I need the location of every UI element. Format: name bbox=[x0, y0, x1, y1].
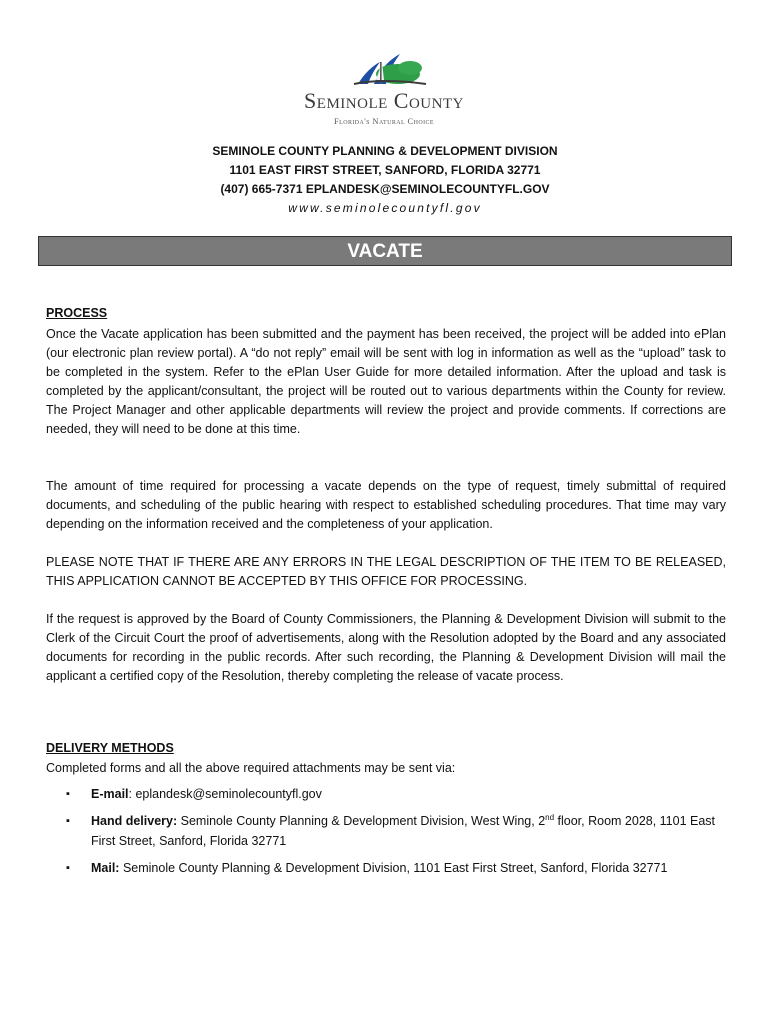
hand-delivery-value: Seminole County Planning & Development Division, West Wing, 2 bbox=[177, 814, 546, 828]
process-paragraph-2: The amount of time required for processing a vacate depends on the type of request, timely submittal of required documents, and scheduling of the public hearing with respect to established scheduling procedures. That time may vary depending on the information received and the completeness of your application. bbox=[46, 479, 726, 531]
process-paragraph-4: If the request is approved by the Board of County Commissioners, the Planning & Development Division will submit to the Clerk of the Circuit Court the proof of advertisements, along with the Resolution adopted by the Board and any associated documents for recording in the public records. After such recording, the Planning & Development Division will mail the applicant a certified copy of the Resolution, thereby completing the release of vacate process. bbox=[46, 612, 726, 683]
process-paragraph-3: PLEASE NOTE THAT IF THERE ARE ANY ERRORS IN THE LEGAL DESCRIPTION OF THE ITEM TO BE RELEASED, THIS APPLICATION CANNOT BE ACCEPTED BY THIS OFFICE FOR PROCESSING. bbox=[46, 555, 726, 588]
division-name: SEMINOLE COUNTY PLANNING & DEVELOPMENT DIVISION bbox=[212, 144, 558, 158]
process-heading: PROCESS bbox=[46, 306, 108, 320]
email-label: E-mail bbox=[91, 787, 129, 801]
seminole-county-logo bbox=[284, 50, 484, 132]
hand-delivery-value-cont: floor, Room 2028, 1101 East First Street, Sanford, Florida 32771 bbox=[91, 814, 716, 848]
delivery-mail-item bbox=[91, 858, 727, 878]
ordinal-suffix: nd bbox=[545, 812, 555, 822]
division-contact[interactable]: (407) 665-7371 EPLANDESK@SEMINOLECOUNTYFL.GOV bbox=[220, 182, 550, 196]
delivery-heading: DELIVERY METHODS bbox=[46, 741, 174, 755]
bullet-icon: ▪ bbox=[66, 862, 70, 874]
logo-tagline: Florida's Natural Choice bbox=[334, 116, 434, 126]
website-link[interactable]: www.seminolecountyfl.gov bbox=[288, 201, 482, 215]
logo-emblem-icon bbox=[336, 50, 432, 92]
title-banner bbox=[38, 236, 732, 266]
page-title: VACATE bbox=[347, 241, 423, 262]
mail-value: Seminole County Planning & Development Division, 1101 East First Street, Sanford, Florida 32771 bbox=[119, 861, 668, 875]
delivery-email-item bbox=[91, 784, 727, 804]
process-paragraph-1: Once the Vacate application has been submitted and the payment has been received, the project will be added into ePlan (our electronic plan review portal). A “do not reply” email will be sent with log in information as well as the “upload” task to be completed in the system. Refer to the ePlan User Guide for more detailed information. After the upload and task is completed by the applicant/consultant, the project will be routed out to various departments within the County for review. The Project Manager and other applicable departments will review the project and provide comments. If corrections are needed, they will need to be done at this time. bbox=[46, 327, 726, 436]
bullet-icon: ▪ bbox=[66, 788, 70, 800]
division-address: 1101 EAST FIRST STREET, SANFORD, FLORIDA 32771 bbox=[229, 163, 541, 177]
hand-delivery-label: Hand delivery: bbox=[91, 814, 178, 828]
logo-name: Seminole County bbox=[304, 88, 464, 113]
delivery-intro: Completed forms and all the above required attachments may be sent via: bbox=[46, 761, 456, 775]
delivery-hand-item bbox=[91, 811, 727, 851]
bullet-icon: ▪ bbox=[66, 815, 70, 827]
email-value[interactable]: : eplandesk@seminolecountyfl.gov bbox=[128, 787, 322, 801]
mail-label: Mail: bbox=[91, 861, 120, 875]
